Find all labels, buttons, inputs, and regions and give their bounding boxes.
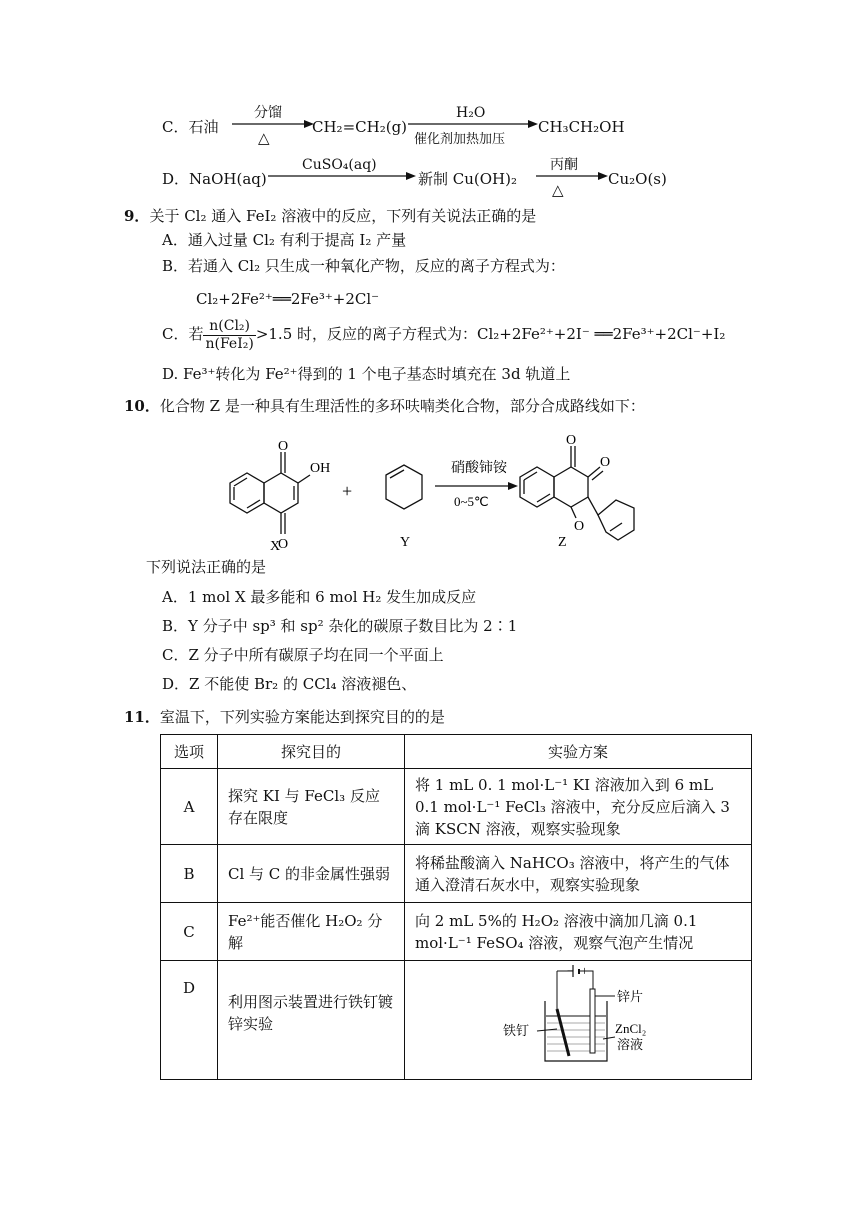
minus-sign: − bbox=[567, 963, 575, 978]
reaction-reagent: 硝酸铈铵 bbox=[451, 461, 507, 476]
q9-option-a: A．通入过量 Cl₂ 有利于提高 I₂ 产量 bbox=[162, 231, 407, 249]
label-z: Z bbox=[558, 535, 567, 550]
q8-option-c: C．石油 bbox=[162, 118, 219, 136]
table-header-row bbox=[161, 735, 752, 769]
nail-label: 铁钉 bbox=[503, 1023, 530, 1038]
q8d-end: Cu₂O(s) bbox=[608, 170, 667, 188]
plus-sign: + bbox=[581, 963, 589, 978]
q9-option-d: D. Fe³⁺转化为 Fe²⁺得到的 1 个电子基态时填充在 3d 轨道上 bbox=[162, 365, 571, 383]
compound-x bbox=[230, 452, 310, 534]
q10-stem: 10．化合物 Z 是一种具有生理活性的多环呋喃类化合物，部分合成路线如下： bbox=[124, 397, 645, 415]
plus-sign: + bbox=[342, 481, 353, 501]
header-purpose: 探究目的 bbox=[218, 735, 405, 769]
z-oxygen-1: O bbox=[566, 433, 577, 448]
solution-label-1: ZnCl₂ bbox=[615, 1021, 647, 1036]
label-x: X bbox=[270, 539, 281, 554]
x-oxygen-top: O bbox=[278, 439, 289, 454]
q8c-mid: CH₂=CH₂(g) bbox=[312, 118, 408, 136]
zinc-label: 锌片 bbox=[617, 989, 644, 1004]
q9-option-c: C．若 $\frac{\text{n(Cl₂)}}{\text{n(FeI₂)}}$ >1.5 时，反应的离子方程式为：Cl₂+2Fe²⁺+2I⁻ ══2Fe³⁺+2Cl⁻+I₂ bbox=[162, 317, 726, 352]
q8d-cond2-top: 丙酮 bbox=[550, 157, 578, 173]
table-row: D 利用图示装置进行铁钉镀锌实验 − + 锌片 铁钉 ZnCl₂ 溶液 bbox=[161, 961, 752, 1080]
q11-table bbox=[160, 734, 752, 1080]
q8-option-d: D．NaOH(aq) bbox=[162, 170, 267, 188]
q10-option-a: A．1 mol X 最多能和 6 mol H₂ 发生加成反应 bbox=[162, 588, 477, 606]
table-row: B Cl 与 C 的非金属性强弱 将稀盐酸滴入 NaHCO₃ 溶液中，将产生的气体通入澄清石灰水中，观察实验现象 bbox=[161, 845, 752, 903]
q10-reaction-scheme bbox=[200, 420, 680, 555]
q10-option-b: B．Y 分子中 sp³ 和 sp² 杂化的碳原子数目比为 2∶1 bbox=[162, 617, 518, 635]
q9-stem: 9．关于 Cl₂ 通入 FeI₂ 溶液中的反应，下列有关说法正确的是 bbox=[124, 207, 537, 225]
q8d-cond2-bot: △ bbox=[552, 181, 564, 199]
q9-option-b-equation: Cl₂+2Fe²⁺══2Fe³⁺+2Cl⁻ bbox=[196, 290, 380, 308]
electroplating-apparatus bbox=[405, 961, 741, 1073]
q8c-arrow2 bbox=[408, 119, 538, 129]
header-plan: 实验方案 bbox=[405, 735, 752, 769]
x-hydroxyl: OH bbox=[310, 461, 331, 476]
apparatus-cell bbox=[405, 961, 752, 1080]
q8c-cond1-top: 分馏 bbox=[254, 105, 282, 121]
x-oxygen-bottom: O bbox=[278, 537, 289, 552]
compound-y bbox=[386, 465, 422, 509]
q10-option-d: D．Z 不能使 Br₂ 的 CCl₄ 溶液褪色、 bbox=[162, 675, 417, 693]
q8d-mid: 新制 Cu(OH)₂ bbox=[418, 170, 518, 188]
q8c-cond1-bot: △ bbox=[258, 129, 270, 147]
q10-ask: 下列说法正确的是 bbox=[146, 558, 267, 576]
q8c-cond2-top: H₂O bbox=[456, 105, 486, 121]
q9-fraction: $\frac{\text{n(Cl₂)}}{\text{n(FeI₂)}}$ bbox=[205, 317, 254, 352]
q8d-cond1-top: CuSO₄(aq) bbox=[302, 157, 377, 173]
q11-stem: 11．室温下，下列实验方案能达到探究目的的是 bbox=[124, 708, 445, 726]
q8d-arrow1 bbox=[268, 171, 416, 181]
q8c-cond2-bot: 催化剂加热加压 bbox=[414, 132, 506, 147]
q8d-arrow2 bbox=[536, 171, 608, 181]
table-row: A 探究 KI 与 FeCl₃ 反应存在限度 将 1 mL 0. 1 mol·L⁻¹ KI 溶液加入到 6 mL 0.1 mol·L⁻¹ FeCl₃ 溶液中，充分反应后滴入 3 滴 KSCN 溶液，观察实验现象 bbox=[161, 769, 752, 845]
q8c-end: CH₃CH₂OH bbox=[538, 118, 625, 136]
z-oxygen-2: O bbox=[600, 455, 611, 470]
reaction-temperature: 0~5℃ bbox=[454, 494, 489, 509]
table-row: C Fe²⁺能否催化 H₂O₂ 分解 向 2 mL 5%的 H₂O₂ 溶液中滴加几滴 0.1 mol·L⁻¹ FeSO₄ 溶液，观察气泡产生情况 bbox=[161, 903, 752, 961]
solution-label-2: 溶液 bbox=[617, 1037, 644, 1052]
z-furan-oxygen: O bbox=[574, 519, 585, 534]
header-option: 选项 bbox=[161, 735, 218, 769]
label-y: Y bbox=[400, 535, 411, 550]
q8c-arrow1 bbox=[232, 119, 314, 129]
q9-option-b: B．若通入 Cl₂ 只生成一种氧化产物，反应的离子方程式为： bbox=[162, 257, 565, 275]
q10-option-c: C．Z 分子中所有碳原子均在同一个平面上 bbox=[162, 646, 444, 664]
